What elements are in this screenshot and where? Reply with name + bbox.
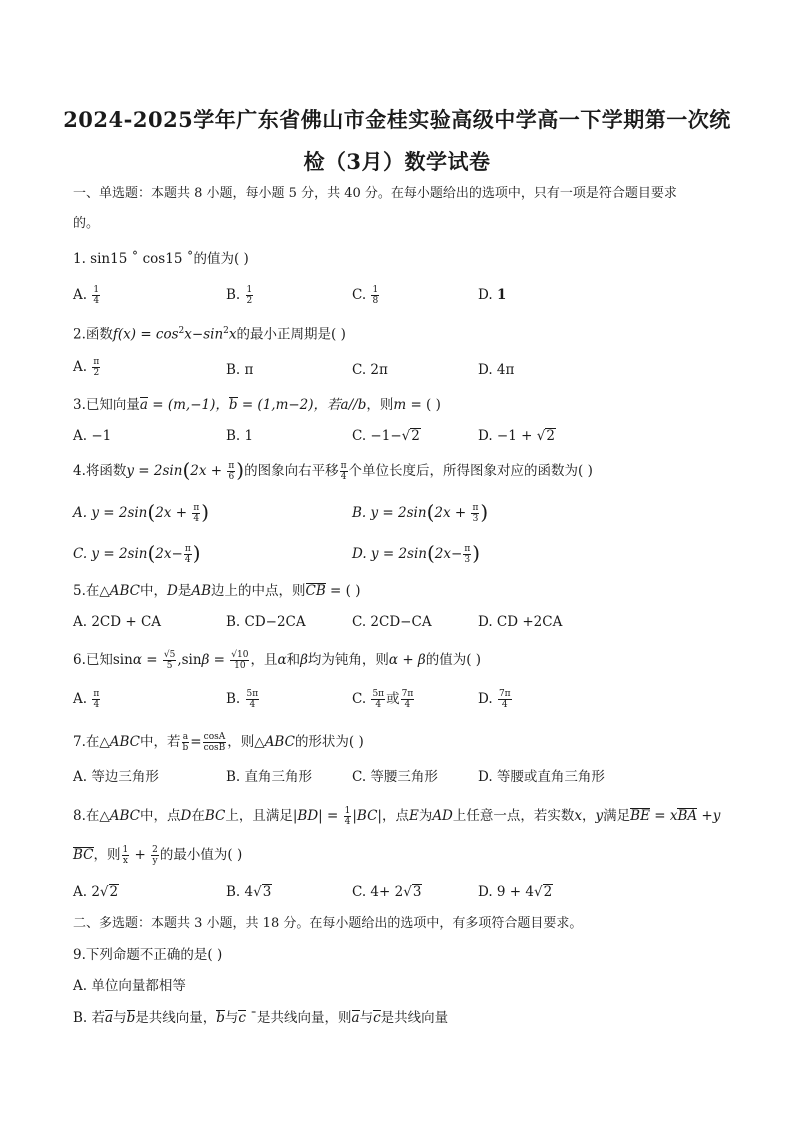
q8-option-c: C. 4+ 2√3 xyxy=(352,884,422,900)
q4-option-a: A. y = 2sin(2x + $\frac{\pi}{4}$ ) xyxy=(73,500,210,524)
q5-option-d: D. CD +2CA xyxy=(478,614,563,630)
section1-heading: 一、单选题：本题共 8 小题，每小题 5 分，共 40 分。在每小题给出的选项中，只有一项是符合题目要求 xyxy=(73,186,677,201)
q6-option-d: D. $\frac{7\pi}{4}$ xyxy=(478,689,511,710)
q1-option-a: A. $\frac{1}{4}$ xyxy=(73,285,100,306)
q1-a-frac: $\frac{1}{4}$ xyxy=(93,285,100,306)
q6-option-b: B. $\frac{5\pi}{4}$ xyxy=(226,689,259,710)
q2-option-c: C. 2π xyxy=(352,362,388,378)
q9-option-a: A. 单位向量都相等 xyxy=(73,978,186,994)
q2-a-frac: $\frac{\pi}{2}$ xyxy=(93,357,100,378)
q1-option-c: C. $\frac{1}{8}$ xyxy=(352,285,379,306)
vector-a: a xyxy=(139,397,148,413)
q6-option-a: A. $\frac{\pi}{4}$ xyxy=(73,689,100,710)
question-6-stem: 6.已知sinα = $\frac{√5}{5}$ ,sinβ = $\frac{√10}{10}$ ，且α和β均为钝角，则α + β的值为( ) xyxy=(73,650,482,671)
q3-option-a: A. −1 xyxy=(73,428,112,444)
q7-option-b: B. 直角三角形 xyxy=(226,769,313,785)
q8-option-a: A. 2√2 xyxy=(73,884,119,900)
question-3-stem: 3.已知向量a = (m,−1)，b = (1,m−2)，若a//b，则m = ( ) xyxy=(73,397,441,413)
q1-expr: sin15 ˚ cos15 ˚ xyxy=(90,251,194,267)
q1-c-frac: $\frac{1}{8}$ xyxy=(372,285,379,306)
question-1-stem xyxy=(73,249,249,269)
question-4-stem: 4.将函数y = 2sin(2x + $\frac{\pi}{6}$ )的图象向右平移 $\frac{\pi}{4}$ 个单位长度后，所得图象对应的函数为( ) xyxy=(73,458,593,482)
question-7-stem: 7.在△ABC中，若 $\frac{a}{b}$ = $\frac{\cos A}{\cos B}$ ，则△ABC的形状为( ) xyxy=(73,732,364,753)
question-5-stem: 5.在△ABC中，D是AB边上的中点，则CB = ( ) xyxy=(73,583,361,599)
q8-option-b: B. 4√3 xyxy=(226,884,272,900)
q4-option-d: D. y = 2sin(2x− $\frac{\pi}{3}$ ) xyxy=(352,541,481,565)
q1-b-frac: $\frac{1}{2}$ xyxy=(246,285,253,306)
q3-option-b: B. 1 xyxy=(226,428,254,444)
section2-heading: 二、多选题：本题共 3 小题，共 18 分。在每小题给出的选项中，有多项符合题目要求。 xyxy=(73,916,583,931)
question-8-stem: 8.在△ABC中，点D在BC上，且满足|BD| = $\frac{1}{4}$ |BC|，点E为AD上任意一点，若实数x，y满足BE = xBA +y xyxy=(73,806,721,827)
page-title-line2: 检（3月）数学试卷 xyxy=(303,149,491,174)
q2-option-d: D. 4π xyxy=(478,362,515,378)
q3-option-c: C. −1−√2 xyxy=(352,428,420,444)
page-title-line1: 2024-2025学年广东省佛山市金桂实验高级中学高一下学期第一次统 xyxy=(63,107,731,132)
q4-option-c: C. y = 2sin(2x− $\frac{\pi}{4}$ ) xyxy=(73,541,201,565)
question-9-stem: 9.下列命题不正确的是( ) xyxy=(73,947,223,963)
section1-heading-cont: 的。 xyxy=(73,216,100,231)
q1-prefix: 1. xyxy=(73,251,91,267)
q1-suffix: 的值为( ) xyxy=(193,251,249,267)
vector-cb: CB xyxy=(305,583,326,599)
q7-option-c: C. 等腰三角形 xyxy=(352,769,438,785)
q4-option-b: B. y = 2sin(2x + $\frac{\pi}{3}$ ) xyxy=(352,500,489,524)
q2-option-b: B. π xyxy=(226,362,254,378)
q5-option-c: C. 2CD−CA xyxy=(352,614,432,630)
q9-option-b: B. 若a与b是共线向量，b与c ˉ是共线向量，则a与c是共线向量 xyxy=(73,1010,449,1026)
q3-option-d: D. −1 + √2 xyxy=(478,428,555,444)
vector-b: b xyxy=(228,397,238,413)
question-8-stem-cont: BC，则 $\frac{1}{x}$ + $\frac{2}{y}$ 的最小值为( ) xyxy=(73,845,243,866)
q2-option-a: A. $\frac{\pi}{2}$ xyxy=(73,357,100,378)
q5-option-a: A. 2CD + CA xyxy=(73,614,162,630)
q1-option-d: D. 1 xyxy=(478,287,507,303)
q7-option-d: D. 等腰或直角三角形 xyxy=(478,769,605,785)
q6-option-c: C. $\frac{5\pi}{4}$ 或 $\frac{7\pi}{4}$ xyxy=(352,689,414,710)
q8-option-d: D. 9 + 4√2 xyxy=(478,884,553,900)
q7-option-a: A. 等边三角形 xyxy=(73,769,159,785)
question-2-stem: 2.函数$f(x) = \cos^2x-\sin^2x$的最小正周期是( ) xyxy=(73,326,346,343)
q5-option-b: B. CD−2CA xyxy=(226,614,306,630)
q1-option-b: B. $\frac{1}{2}$ xyxy=(226,285,253,306)
